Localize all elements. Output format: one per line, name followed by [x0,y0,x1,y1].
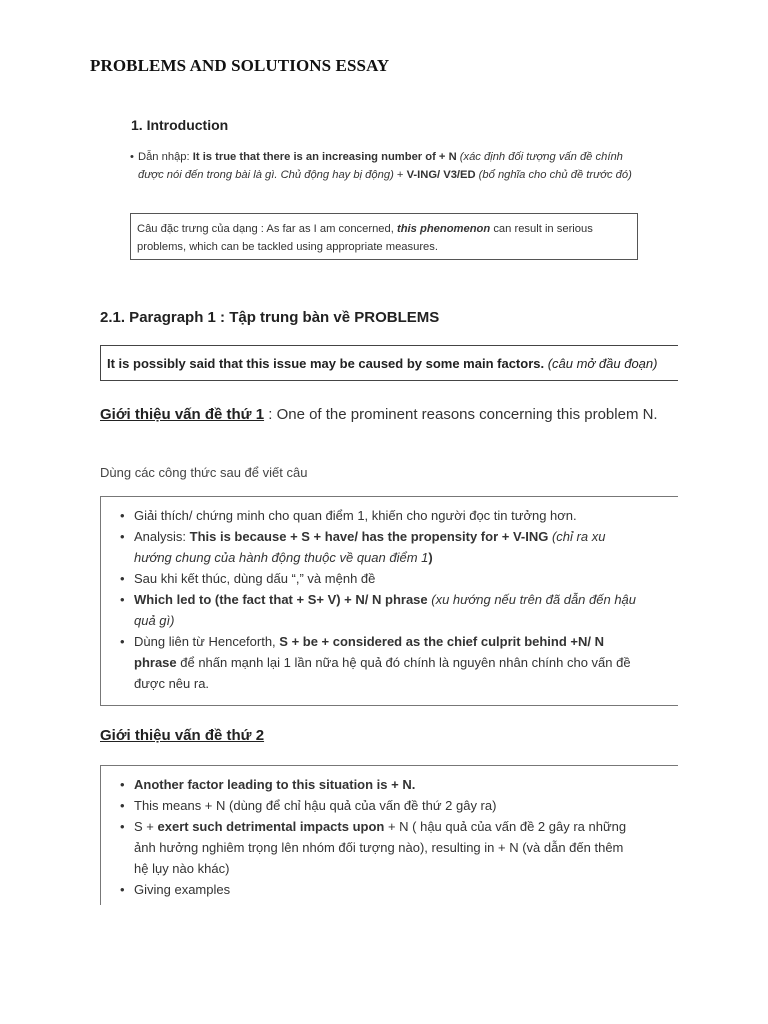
list-item: • This means + N (dùng để chỉ hậu quả của vấn đề thứ 2 gây ra) [134,795,678,816]
formula-intro-text: Dùng các công thức sau để viết câu [100,465,308,480]
issue2-formula-box [100,765,678,905]
document-title: PROBLEMS AND SOLUTIONS ESSAY [90,56,390,75]
issue2-heading: Giới thiệu vấn đề thứ 2 [100,727,265,744]
list-item: • Analysis: This is because + S + have/ has the propensity for + V-ING (chỉ ra xu hướng chung của hành động thuộc về quan điểm 1) [134,526,678,568]
list-item: • Dùng liên từ Henceforth, S + be + considered as the chief culprit behind +N/ N phrase để nhấn mạnh lại 1 lần nữa hệ quả đó chính là nguyên nhân chính cho vấn đề được nêu ra. [134,631,678,694]
list-item: • Which led to (the fact that + S+ V) + N/ N phrase (xu hướng nếu trên đã dẫn đến hậu quả gì) [134,589,678,631]
opening-sentence-box: It is possibly said that this issue may be caused by some main factors. (câu mở đầu đoạn) [100,345,678,381]
list-item: • Another factor leading to this situation is + N. [134,774,678,795]
issue1-label: Giới thiệu vấn đề thứ 1 [100,406,265,423]
list-item: • Giving examples [134,879,678,900]
section-heading-introduction: 1. Introduction [131,117,229,133]
list-item: • Giải thích/ chứng minh cho quan điểm 1, khiến cho người đọc tin tưởng hơn. [134,505,678,526]
list-item: • Sau khi kết thúc, dùng dấu “,” và mệnh đề [134,568,678,589]
issue1-formula-box [100,496,678,706]
section-heading-paragraph1: 2.1. Paragraph 1 : Tập trung bàn về PROBLEMS [100,309,440,326]
list-item: • S + exert such detrimental impacts upon + N ( hậu quả của vấn đề 2 gây ra những ảnh hưởng nghiêm trọng lên nhóm đối tượng nào), resulting in + N (và dẫn đến thêm hệ lụy nào khác) [134,816,678,879]
characteristic-sentence-box: Câu đặc trưng của dạng : As far as I am concerned, this phenomenon can result in serious problems, which can be tackled using appropriate measures. [130,213,638,260]
issue1-intro: Giới thiệu vấn đề thứ 1 : One of the prominent reasons concerning this problem N. [100,406,658,423]
bullet-dot: • [130,151,134,163]
introduction-bullet: • Dẫn nhập: It is true that there is an increasing number of + N (xác định đối tượng vấn đề chính được nói đến trong bài là gì. Chủ động hay bị động) + V-ING/ V3/ED (bổ nghĩa cho chủ đề trước đó) [138,148,648,184]
